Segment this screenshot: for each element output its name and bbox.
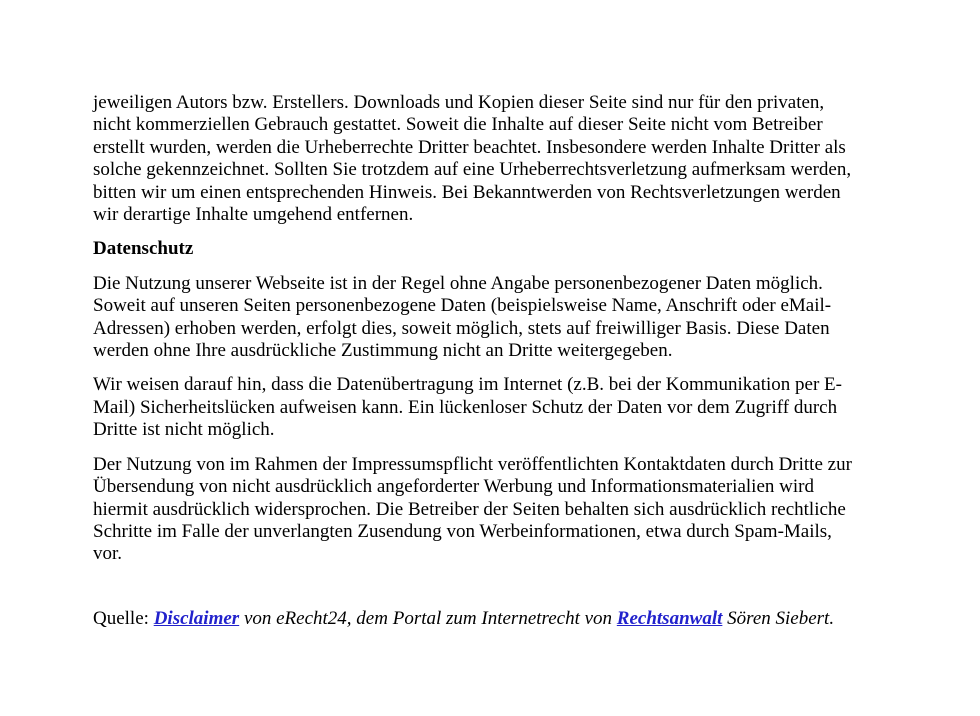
text-line: Die Nutzung unserer Webseite ist in der Regel ohne Angabe personenbezogener Daten möglich. <box>93 272 823 294</box>
text-line: werden ohne Ihre ausdrückliche Zustimmung nicht an Dritte weitergegeben. <box>93 340 673 362</box>
paragraph-datenschutz-hinweis <box>93 374 923 441</box>
paragraph-copyright <box>93 92 923 226</box>
text-line: Dritte ist nicht möglich. <box>93 419 275 441</box>
source-middle-text: von eRecht24, dem Portal zum Internetrecht von <box>239 607 617 629</box>
source-tail-text: Sören Siebert. <box>722 607 835 629</box>
text-line: vor. <box>93 543 123 565</box>
text-line: Schritte im Falle der unverlangten Zusendung von Werbeinformationen, etwa durch Spam-Mails, <box>93 520 832 542</box>
paragraph-datenschutz-intro <box>93 273 923 363</box>
text-line: hiermit ausdrücklich widersprochen. Die Betreiber der Seiten behalten sich ausdrücklich rechtliche <box>93 498 846 520</box>
text-line: Soweit auf unseren Seiten personenbezogene Daten (beispielsweise Name, Anschrift oder eMail- <box>93 295 832 317</box>
text-line: solche gekennzeichnet. Sollten Sie trotzdem auf eine Urheberrechtsverletzung aufmerksam werden, <box>93 159 852 181</box>
text-line: jeweiligen Autors bzw. Erstellers. Downloads und Kopien dieser Seite sind nur für den privaten, <box>93 92 825 113</box>
paragraph-widerspruch <box>93 454 923 566</box>
source-label: Quelle: <box>93 607 154 629</box>
disclaimer-link[interactable]: Disclaimer <box>153 607 240 629</box>
text-line: bitten wir um einen entsprechenden Hinweis. Bei Bekanntwerden von Rechtsverletzungen werden <box>93 181 841 203</box>
text-line: nicht kommerziellen Gebrauch gestattet. Soweit die Inhalte auf dieser Seite nicht vom Betreiber <box>93 114 823 136</box>
source-line <box>93 608 923 630</box>
rechtsanwalt-link[interactable]: Rechtsanwalt <box>616 607 723 629</box>
document-content <box>93 92 923 630</box>
text-line: Adressen) erhoben werden, erfolgt dies, soweit möglich, stets auf freiwilliger Basis. Diese Daten <box>93 317 830 339</box>
text-line: Übersendung von nicht ausdrücklich angeforderter Werbung und Informationsmaterialien wird <box>93 476 814 498</box>
text-line: Wir weisen darauf hin, dass die Datenübertragung im Internet (z.B. bei der Kommunikation per E- <box>93 374 842 396</box>
text-line: Der Nutzung von im Rahmen der Impressumspflicht veröffentlichten Kontaktdaten durch Dritte zur <box>93 453 852 475</box>
text-line: erstellt wurden, werden die Urheberrechte Dritter beachtet. Insbesondere werden Inhalte Dritter als <box>93 136 846 158</box>
text-line: wir derartige Inhalte umgehend entfernen. <box>93 204 414 226</box>
text-line: Mail) Sicherheitslücken aufweisen kann. Ein lückenloser Schutz der Daten vor dem Zugriff durch <box>93 396 838 418</box>
heading-datenschutz: Datenschutz <box>93 238 194 260</box>
